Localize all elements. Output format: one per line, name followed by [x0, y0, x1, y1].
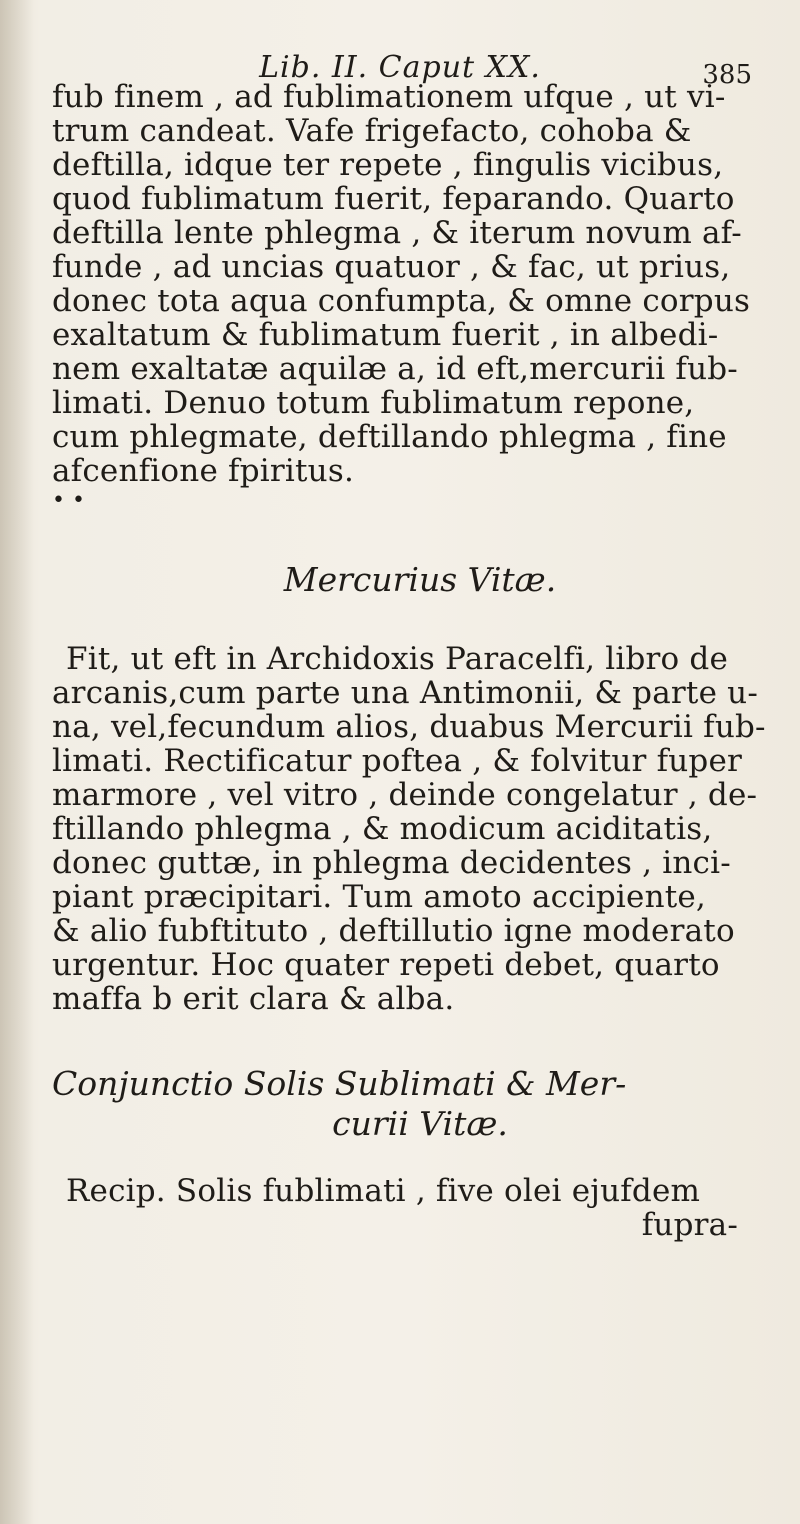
text-line: donec guttæ, in phlegma decidentes , inci-: [52, 845, 731, 881]
text-line: fub finem , ad fublimationem ufque , ut vi-: [52, 79, 726, 115]
text-line: piant præcipitari. Tum amoto accipiente,: [52, 879, 706, 915]
text-line: donec tota aqua confumpta, & omne corpus: [52, 283, 751, 319]
text-line: maffa b erit clara & alba.: [52, 981, 455, 1017]
text-line: trum candeat. Vafe frigefacto, cohoba &: [52, 113, 692, 149]
catchword: fupra-: [641, 1207, 738, 1243]
text-line: nem exaltatæ aquilæ a, id eft,mercurii fub-: [52, 351, 738, 387]
section-2: [52, 642, 788, 1016]
text-line: exaltatum & fublimatum fuerit , in albedi-: [52, 317, 719, 353]
body-text: [52, 80, 788, 1242]
text-line: marmore , vel vitro , deinde congelatur , de-: [52, 777, 758, 813]
text-line: arcanis,cum parte una Antimonii, & parte u-: [52, 675, 759, 711]
page-number: 385: [702, 60, 752, 90]
section-heading-conjunctio-line-2: curii Vitæ.: [332, 1104, 508, 1143]
text-line: deftilla lente phlegma , & iterum novum af-: [52, 215, 742, 251]
text-line: quod fublimatum fuerit, feparando. Quarto: [52, 181, 735, 217]
page-edge-shadow: [0, 0, 34, 1524]
text-line: Recip. Solis fublimati , five olei ejufdem: [66, 1173, 701, 1209]
text-line: funde , ad uncias quatuor , & fac, ut prius,: [52, 249, 731, 285]
text-line: & alio fubftituto , deftillutio igne moderato: [52, 913, 735, 949]
text-line: urgentur. Hoc quater repeti debet, quarto: [52, 947, 720, 983]
text-line: na, vel,fecundum alios, duabus Mercurii fub-: [52, 709, 766, 745]
ornament-dots: • •: [52, 488, 85, 513]
text-line: deftilla, idque ter repete , fingulis vicibus,: [52, 147, 724, 183]
text-line: cum phlegmate, deftillando phlegma , fine: [52, 419, 727, 455]
running-head: Lib. II. Caput XX.: [259, 50, 541, 85]
section-3: [52, 1174, 788, 1242]
section-1: [52, 80, 788, 514]
section-heading-mercurius-vitae: Mercurius Vitæ.: [283, 560, 557, 599]
section-heading-conjunctio-line-1: Conjunctio Solis Sublimati & Mer-: [52, 1064, 627, 1103]
text-line: limati. Rectificatur poftea , & folvitur fuper: [52, 743, 743, 779]
text-line: ftillando phlegma , & modicum aciditatis,: [52, 811, 713, 847]
text-line: Fit, ut eft in Archidoxis Paracelfi, libro de: [66, 641, 729, 677]
text-line: limati. Denuo totum fublimatum repone,: [52, 385, 695, 421]
text-line: afcenfione fpiritus.: [52, 453, 354, 489]
